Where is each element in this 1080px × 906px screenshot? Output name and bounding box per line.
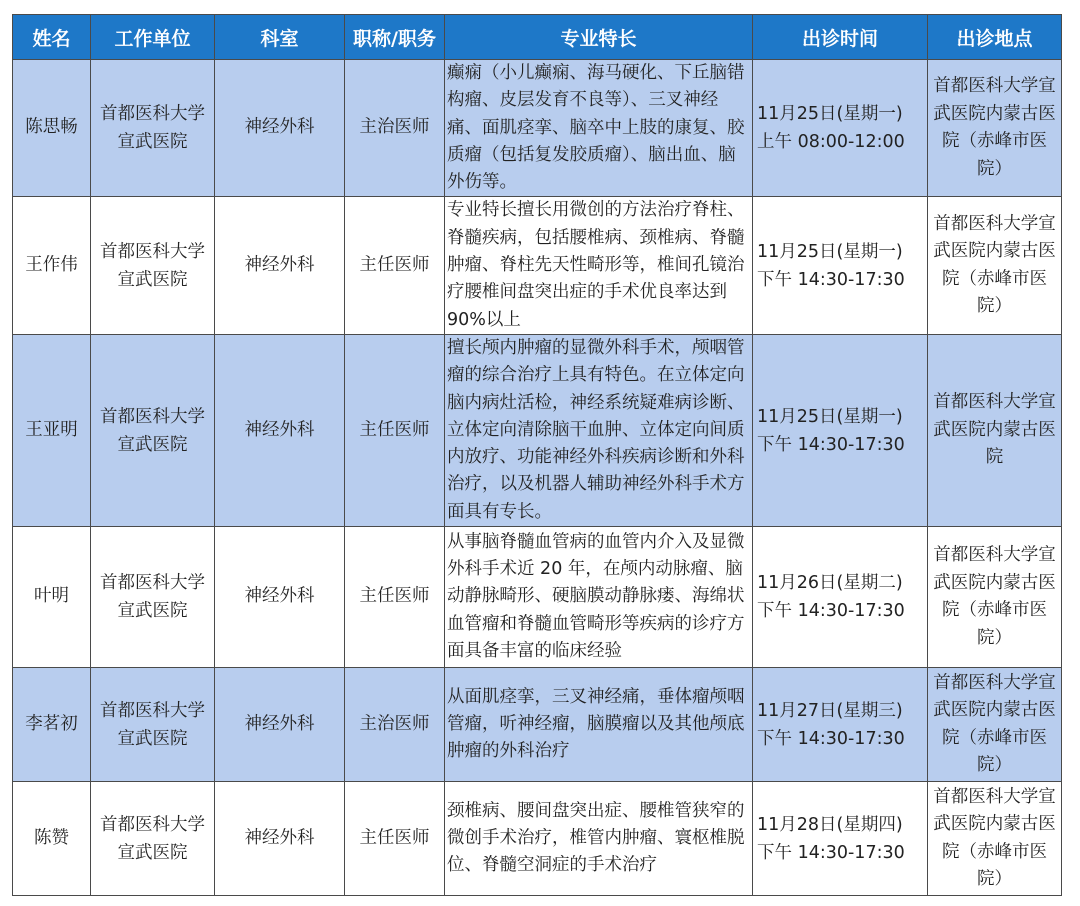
header-dept: 科室 xyxy=(215,15,345,60)
department: 神经外科 xyxy=(215,668,345,782)
visit-time xyxy=(753,197,928,334)
doctor-schedule-table xyxy=(12,14,1062,896)
work-unit xyxy=(91,782,215,896)
work-unit-line2: 宣武医院 xyxy=(117,269,188,290)
doctor-name: 叶明 xyxy=(13,527,91,668)
visit-date: 11月28日(星期四) xyxy=(757,814,903,835)
visit-time xyxy=(753,668,928,782)
job-title: 主治医师 xyxy=(345,60,445,197)
visit-date: 11月25日(星期一) xyxy=(757,104,903,125)
visit-hours: 下午 14:30-17:30 xyxy=(757,269,905,290)
visit-place: 首都医科大学宣武医院内蒙古医院（赤峰市医院） xyxy=(928,60,1062,197)
department: 神经外科 xyxy=(215,782,345,896)
visit-hours: 上午 08:00-12:00 xyxy=(757,132,905,153)
visit-place: 首都医科大学宣武医院内蒙古医院 xyxy=(928,334,1062,526)
table-row xyxy=(13,197,1062,334)
visit-place: 首都医科大学宣武医院内蒙古医院（赤峰市医院） xyxy=(928,197,1062,334)
job-title: 主任医师 xyxy=(345,197,445,334)
table-row xyxy=(13,60,1062,197)
department: 神经外科 xyxy=(215,60,345,197)
visit-hours: 下午 14:30-17:30 xyxy=(757,728,905,749)
visit-time xyxy=(753,334,928,526)
work-unit-line1: 首都医科大学 xyxy=(100,104,205,125)
work-unit xyxy=(91,668,215,782)
visit-hours: 下午 14:30-17:30 xyxy=(757,601,905,622)
specialty: 从面肌痉挛，三叉神经痛，垂体瘤颅咽管瘤，听神经瘤，脑膜瘤以及其他颅底肿瘤的外科治疗 xyxy=(445,668,753,782)
work-unit xyxy=(91,197,215,334)
work-unit-line2: 宣武医院 xyxy=(117,434,188,455)
work-unit-line1: 首都医科大学 xyxy=(100,573,205,594)
visit-time xyxy=(753,527,928,668)
specialty: 颈椎病、腰间盘突出症、腰椎管狭窄的微创手术治疗，椎管内肿瘤、寰枢椎脱位、脊髓空洞症的手术治疗 xyxy=(445,782,753,896)
schedule-table-wrapper xyxy=(12,14,1061,896)
job-title: 主任医师 xyxy=(345,527,445,668)
header-time: 出诊时间 xyxy=(753,15,928,60)
table-header-row xyxy=(13,15,1062,60)
work-unit-line2: 宣武医院 xyxy=(117,728,188,749)
work-unit-line1: 首都医科大学 xyxy=(100,406,205,427)
work-unit-line2: 宣武医院 xyxy=(117,601,188,622)
work-unit xyxy=(91,60,215,197)
doctor-name: 陈思畅 xyxy=(13,60,91,197)
work-unit-line2: 宣武医院 xyxy=(117,132,188,153)
specialty: 从事脑脊髓血管病的血管内介入及显微外科手术近 20 年，在颅内动脉瘤、脑动静脉畸形、硬脑膜动静脉瘘、海绵状血管瘤和脊髓血管畸形等疾病的诊疗方面具备丰富的临床经验 xyxy=(445,527,753,668)
specialty: 专业特长擅长用微创的方法治疗脊柱、脊髓疾病，包括腰椎病、颈椎病、脊髓肿瘤、脊柱先天性畸形等，椎间孔镜治疗腰椎间盘突出症的手术优良率达到 90%以上 xyxy=(445,197,753,334)
visit-place: 首都医科大学宣武医院内蒙古医院（赤峰市医院） xyxy=(928,668,1062,782)
visit-date: 11月26日(星期二) xyxy=(757,573,903,594)
visit-place: 首都医科大学宣武医院内蒙古医院（赤峰市医院） xyxy=(928,782,1062,896)
work-unit-line1: 首都医科大学 xyxy=(100,241,205,262)
header-specialty: 专业特长 xyxy=(445,15,753,60)
doctor-name: 李茗初 xyxy=(13,668,91,782)
header-name: 姓名 xyxy=(13,15,91,60)
header-title: 职称/职务 xyxy=(345,15,445,60)
header-place: 出诊地点 xyxy=(928,15,1062,60)
visit-place: 首都医科大学宣武医院内蒙古医院（赤峰市医院） xyxy=(928,527,1062,668)
specialty: 癫痫（小儿癫痫、海马硬化、下丘脑错构瘤、皮层发育不良等）、三叉神经痛、面肌痉挛、脑卒中上肢的康复、胶质瘤（包括复发胶质瘤）、脑出血、脑外伤等。 xyxy=(445,60,753,197)
work-unit-line1: 首都医科大学 xyxy=(100,700,205,721)
table-row xyxy=(13,782,1062,896)
department: 神经外科 xyxy=(215,334,345,526)
table-row xyxy=(13,527,1062,668)
table-row xyxy=(13,334,1062,526)
visit-hours: 下午 14:30-17:30 xyxy=(757,434,905,455)
doctor-name: 王亚明 xyxy=(13,334,91,526)
visit-time xyxy=(753,60,928,197)
doctor-name: 王作伟 xyxy=(13,197,91,334)
department: 神经外科 xyxy=(215,527,345,668)
visit-hours: 下午 14:30-17:30 xyxy=(757,842,905,863)
visit-date: 11月25日(星期一) xyxy=(757,241,903,262)
work-unit-line2: 宣武医院 xyxy=(117,842,188,863)
work-unit-line1: 首都医科大学 xyxy=(100,814,205,835)
header-unit: 工作单位 xyxy=(91,15,215,60)
work-unit xyxy=(91,527,215,668)
specialty: 擅长颅内肿瘤的显微外科手术，颅咽管瘤的综合治疗上具有特色。在立体定向脑内病灶活检，神经系统疑难病诊断、立体定向清除脑干血肿、立体定向间质内放疗、功能神经外科疾病诊断和外科治疗，以及机器人辅助神经外科手术方面具有专长。 xyxy=(445,334,753,526)
table-row xyxy=(13,668,1062,782)
work-unit xyxy=(91,334,215,526)
job-title: 主任医师 xyxy=(345,782,445,896)
job-title: 主治医师 xyxy=(345,668,445,782)
visit-time xyxy=(753,782,928,896)
job-title: 主任医师 xyxy=(345,334,445,526)
visit-date: 11月25日(星期一) xyxy=(757,406,903,427)
department: 神经外科 xyxy=(215,197,345,334)
doctor-name: 陈赞 xyxy=(13,782,91,896)
visit-date: 11月27日(星期三) xyxy=(757,700,903,721)
